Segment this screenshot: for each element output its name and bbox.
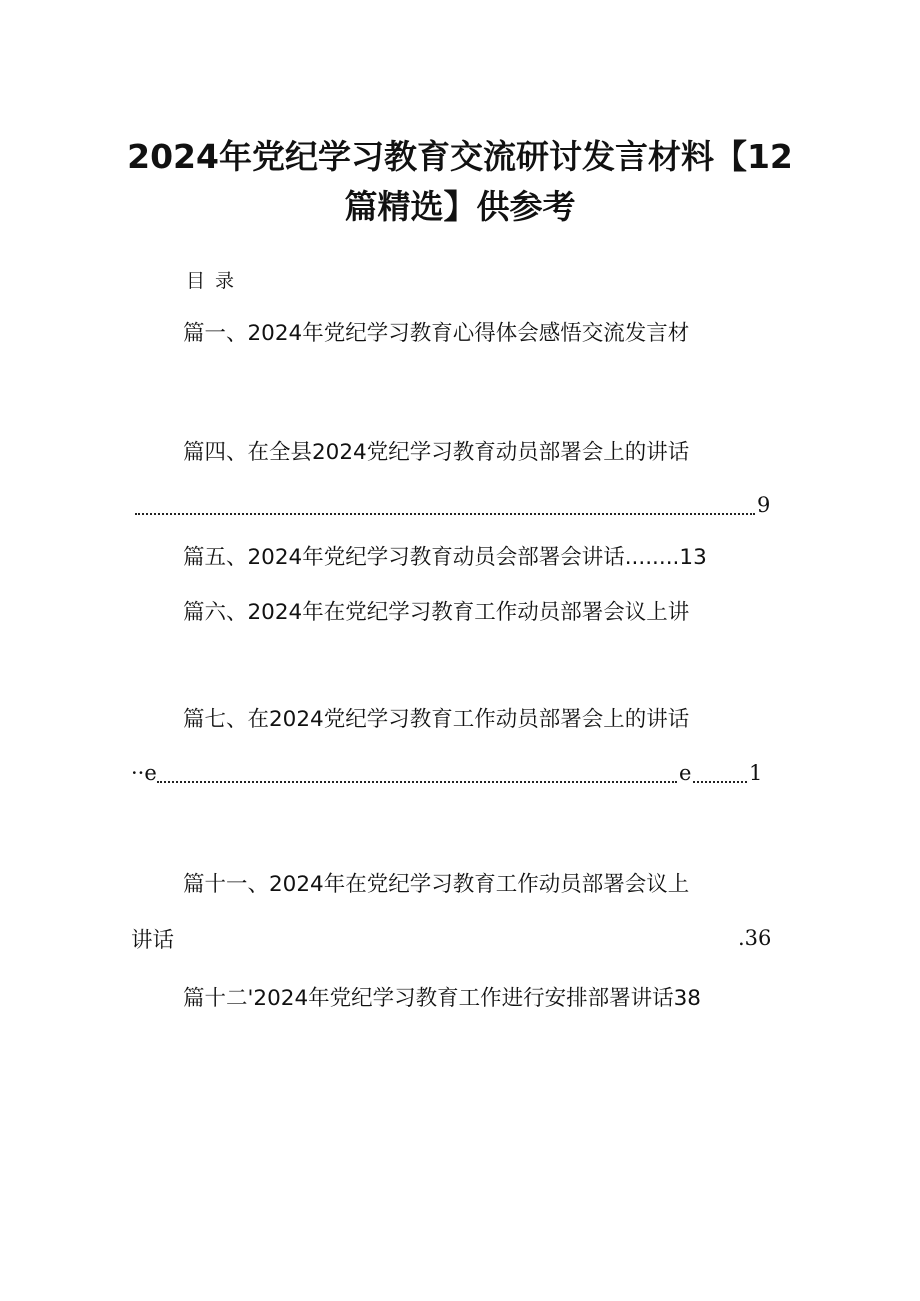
toc-entry-7-leader-row xyxy=(131,757,771,789)
toc-entry-6: 篇六、2024年在党纪学习教育工作动员部署会议上讲 xyxy=(183,600,690,625)
toc-entry-1: 篇一、2024年党纪学习教育心得体会感悟交流发言材 xyxy=(183,321,690,346)
document-title-line-1: 2024年党纪学习教育交流研讨发言材料【12 xyxy=(127,137,793,176)
toc-dot-leader xyxy=(135,513,755,515)
toc-entry-12: 篇十二'2024年党纪学习教育工作进行安排部署讲话38 xyxy=(183,986,701,1011)
toc-entry-11-continuation: 讲话 xyxy=(131,928,175,953)
toc-label: 目录 xyxy=(186,270,245,292)
toc-dot-leader xyxy=(157,781,677,783)
toc-entry-7: 篇七、在2024党纪学习教育工作动员部署会上的讲话 xyxy=(183,707,690,732)
toc-entry-7-leader-mid: e xyxy=(679,761,692,785)
toc-entry-4: 篇四、在全县2024党纪学习教育动员部署会上的讲话 xyxy=(183,440,690,465)
toc-entry-7-page: 1 xyxy=(749,761,763,785)
toc-entry-11: 篇十一、2024年在党纪学习教育工作动员部署会议上 xyxy=(183,872,690,897)
document-title-line-2: 篇精选】供参考 xyxy=(344,187,576,226)
toc-entry-4-leader-row xyxy=(131,489,771,521)
toc-entry-5: 篇五、2024年党纪学习教育动员会部署会讲话........13 xyxy=(183,545,707,570)
toc-entry-4-page: 9 xyxy=(757,493,771,517)
toc-entry-7-leader-prefix: ··e xyxy=(131,761,157,785)
toc-dot-leader xyxy=(693,781,747,783)
toc-entry-11-page: .36 xyxy=(738,926,772,950)
